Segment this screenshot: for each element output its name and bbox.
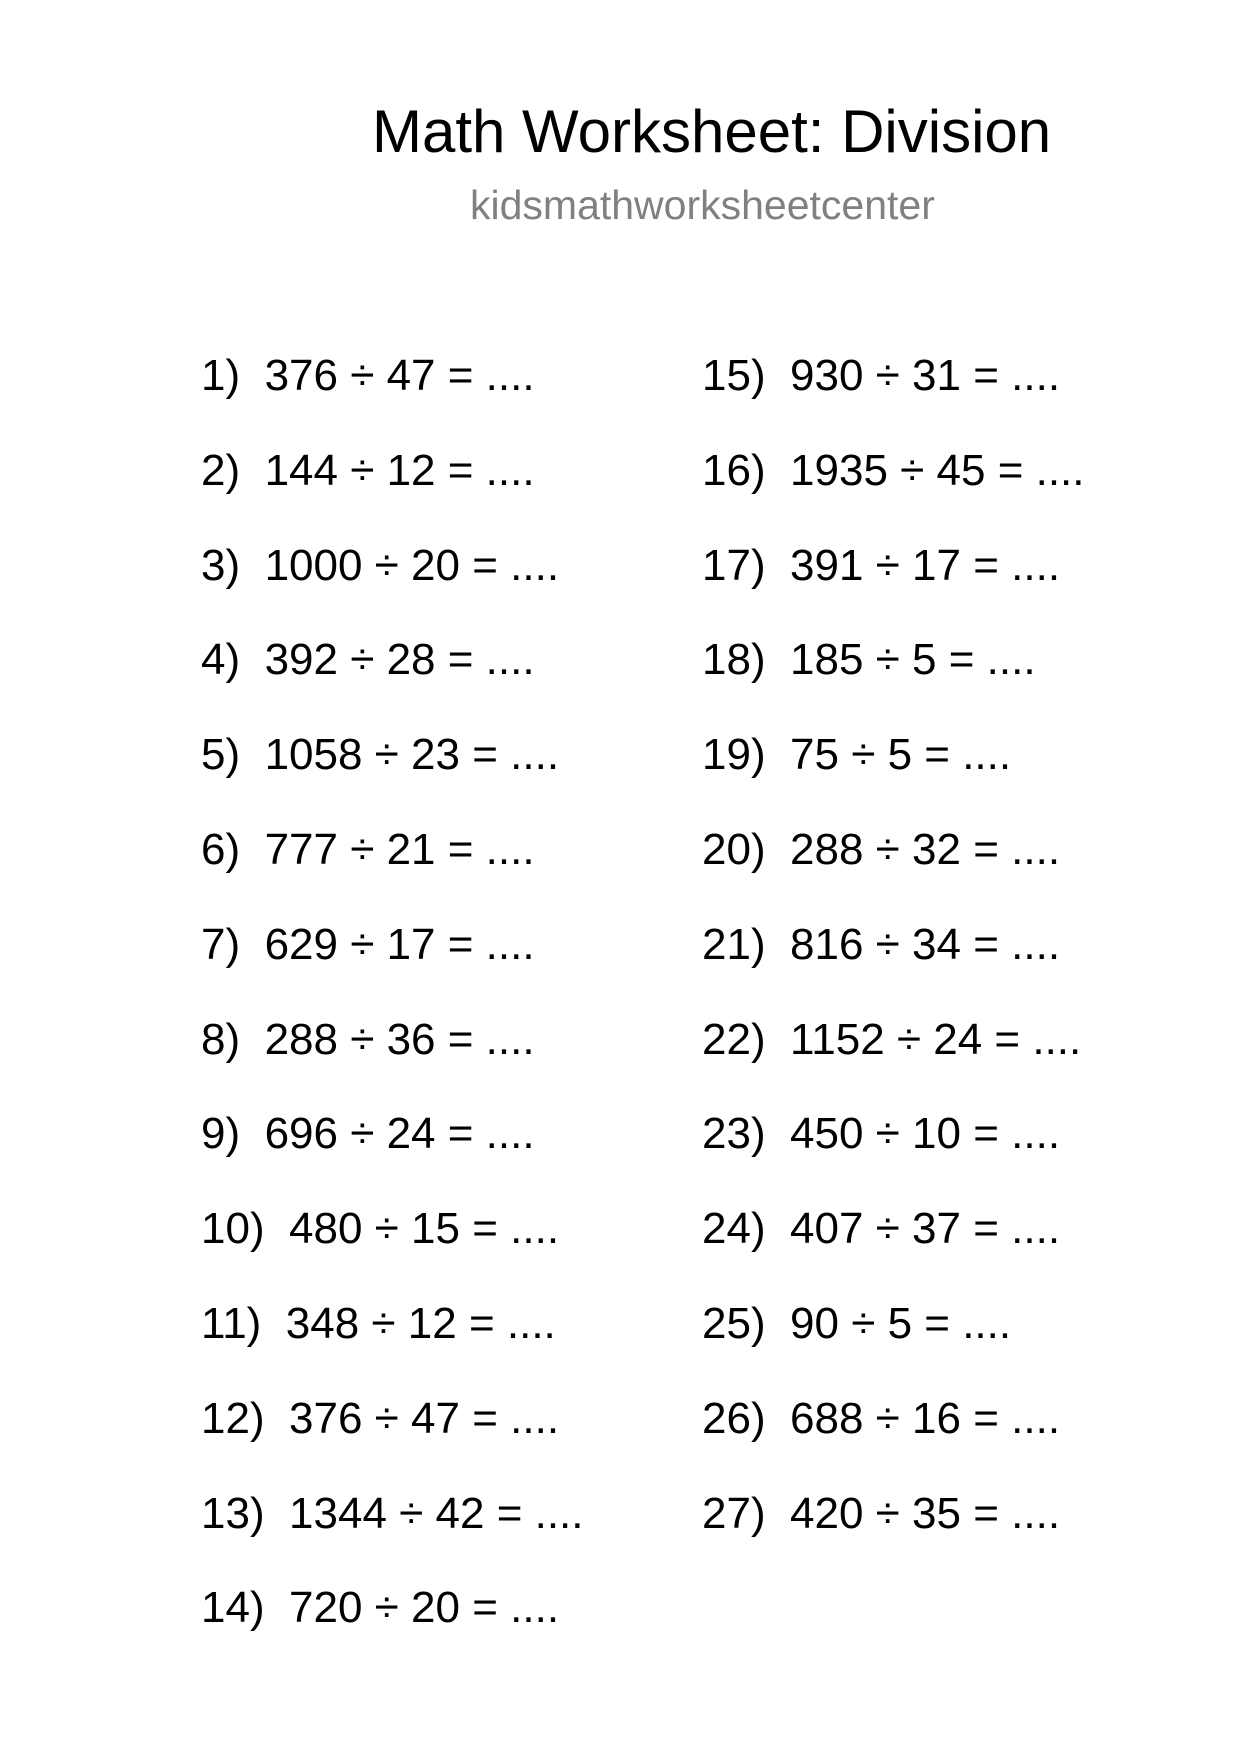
problem-number: 5) [201, 730, 241, 780]
problem-item [702, 634, 1085, 729]
problem-expression: 420 ÷ 35 = .... [765, 1488, 1061, 1538]
problem-expression: 75 ÷ 5 = .... [765, 730, 1012, 780]
problem-expression: 930 ÷ 31 = .... [765, 351, 1061, 400]
problem-number: 14) [201, 1583, 265, 1633]
problem-number: 26) [702, 1393, 766, 1443]
problem-item [201, 729, 584, 824]
problem-number: 19) [702, 730, 766, 780]
problem-expression: 629 ÷ 17 = .... [240, 919, 535, 969]
problem-item [702, 1488, 1085, 1583]
problem-number: 25) [702, 1298, 766, 1348]
problem-item [201, 1582, 584, 1677]
problem-number: 16) [702, 445, 766, 495]
problem-expression: 144 ÷ 12 = .... [240, 445, 535, 495]
problem-item [201, 350, 584, 445]
problem-number: 24) [702, 1204, 766, 1254]
problem-number: 13) [201, 1488, 265, 1538]
problem-number: 1) [201, 351, 241, 400]
problem-expression: 1058 ÷ 23 = .... [240, 730, 560, 780]
problem-number: 7) [201, 919, 241, 969]
problem-item [201, 919, 584, 1014]
problem-item [702, 540, 1085, 635]
problem-number: 9) [201, 1109, 241, 1159]
problem-expression: 1000 ÷ 20 = .... [240, 540, 560, 590]
problem-expression: 696 ÷ 24 = .... [240, 1109, 535, 1159]
problem-item [702, 919, 1085, 1014]
problem-number: 8) [201, 1014, 241, 1064]
problem-item [201, 1298, 584, 1393]
problem-item [702, 1014, 1085, 1109]
problem-expression: 450 ÷ 10 = .... [765, 1109, 1061, 1159]
problem-expression: 1152 ÷ 24 = .... [765, 1014, 1082, 1064]
problem-number: 22) [702, 1014, 766, 1064]
problem-item [201, 1393, 584, 1488]
problem-item [201, 1203, 584, 1298]
problem-expression: 688 ÷ 16 = .... [765, 1393, 1061, 1443]
problem-expression: 90 ÷ 5 = .... [765, 1298, 1012, 1348]
worksheet-source: kidsmathworksheetcenter [470, 182, 935, 228]
problem-item [201, 824, 584, 919]
problem-item [702, 1108, 1085, 1203]
worksheet-title: Math Worksheet: Division [372, 98, 1052, 165]
problem-expression: 288 ÷ 32 = .... [765, 824, 1061, 874]
problem-number: 3) [201, 540, 241, 590]
problem-expression: 348 ÷ 12 = .... [261, 1298, 556, 1348]
problem-item [201, 634, 584, 729]
problem-item [201, 1108, 584, 1203]
problem-number: 12) [201, 1393, 265, 1443]
problem-item [702, 445, 1085, 540]
problem-expression: 777 ÷ 21 = .... [240, 824, 535, 874]
problem-item [702, 1298, 1085, 1393]
problem-number: 11) [201, 1298, 262, 1348]
problem-number: 4) [201, 635, 241, 685]
problem-expression: 376 ÷ 47 = .... [240, 351, 535, 400]
problem-number: 27) [702, 1488, 766, 1538]
problem-number: 6) [201, 824, 241, 874]
problem-expression: 185 ÷ 5 = .... [765, 635, 1036, 685]
problem-item [201, 1488, 584, 1583]
problem-expression: 391 ÷ 17 = .... [765, 540, 1061, 590]
problem-item [201, 445, 584, 540]
problem-number: 18) [702, 635, 766, 685]
problem-expression: 288 ÷ 36 = .... [240, 1014, 535, 1064]
problem-column-right [702, 350, 1085, 1582]
problem-expression: 480 ÷ 15 = .... [264, 1204, 560, 1254]
problem-item [702, 350, 1085, 445]
problem-expression: 1344 ÷ 42 = .... [264, 1488, 584, 1538]
problem-expression: 816 ÷ 34 = .... [765, 919, 1061, 969]
problem-number: 10) [201, 1204, 265, 1254]
problem-item [702, 1393, 1085, 1488]
problem-expression: 720 ÷ 20 = .... [264, 1583, 560, 1633]
problem-number: 20) [702, 824, 766, 874]
problem-number: 23) [702, 1109, 766, 1159]
problem-item [702, 1203, 1085, 1298]
problem-number: 15) [702, 351, 766, 400]
problem-expression: 1935 ÷ 45 = .... [765, 445, 1085, 495]
problem-number: 17) [702, 540, 766, 590]
problem-item [702, 729, 1085, 824]
problem-column-left [201, 350, 584, 1677]
problem-item [702, 824, 1085, 919]
problem-expression: 407 ÷ 37 = .... [765, 1204, 1061, 1254]
problem-expression: 376 ÷ 47 = .... [264, 1393, 560, 1443]
problem-expression: 392 ÷ 28 = .... [240, 635, 535, 685]
problem-item [201, 540, 584, 635]
problem-number: 2) [201, 445, 241, 495]
problem-number: 21) [702, 919, 766, 969]
problem-item [201, 1014, 584, 1109]
